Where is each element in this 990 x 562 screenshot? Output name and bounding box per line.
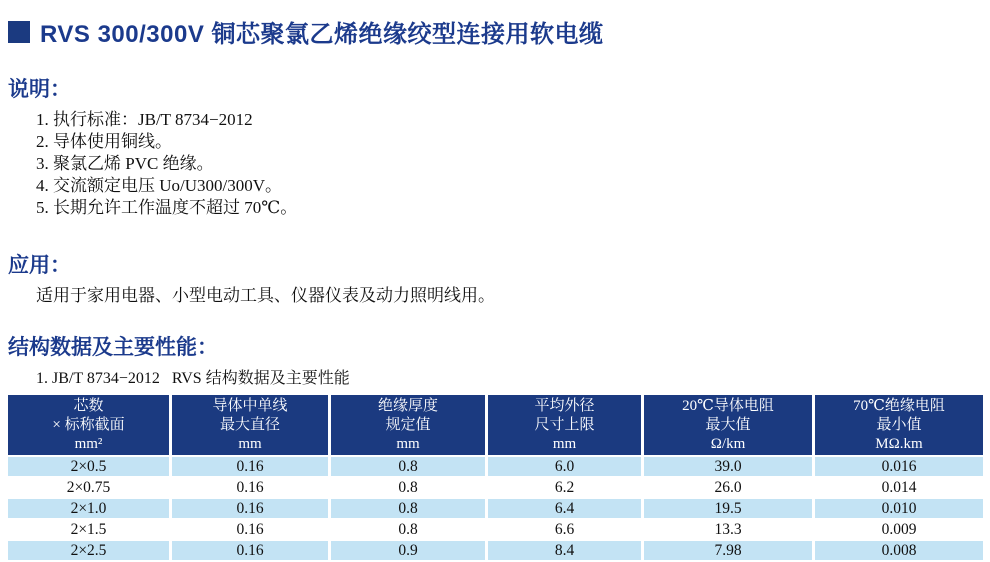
spec-table-header-cell (172, 395, 328, 455)
spec-table-header-cell (644, 395, 812, 455)
table-row (8, 457, 983, 476)
header-line: 规定值 (385, 416, 431, 433)
section-heading-structure: 结构数据及主要性能： (8, 336, 218, 359)
table-row (8, 520, 983, 539)
spec-table-header-cell (488, 395, 641, 455)
page-title: RVS 300/300V 铜芯聚氯乙烯绝缘绞型连接用软电缆 (40, 21, 604, 48)
description-list-item: 3. 聚氯乙烯 PVC 绝缘。 (36, 154, 214, 173)
description-list (0, 109, 990, 219)
spec-table-header-cell (331, 395, 485, 455)
header-line: mm² (74, 435, 103, 452)
spec-table-body (8, 457, 983, 560)
table-cell: 6.6 (488, 520, 641, 539)
table-cell: 19.5 (644, 499, 812, 518)
table-cell: 6.0 (488, 457, 641, 476)
spec-table-caption: 1. JB/T 8734−2012 RVS 结构数据及主要性能 (36, 370, 350, 387)
table-cell: 0.8 (331, 499, 485, 518)
header-line: mm (552, 435, 577, 452)
header-line: Ω/km (710, 435, 746, 452)
header-line: 最大直径 (219, 416, 280, 433)
table-cell: 2×0.75 (8, 478, 169, 497)
table-cell: 0.16 (172, 457, 328, 476)
table-cell: 0.9 (331, 541, 485, 560)
spec-table-header-row (8, 395, 983, 455)
table-row (8, 541, 983, 560)
spec-table-header-cell (8, 395, 169, 455)
application-text: 适用于家用电器、小型电动工具、仪器仪表及动力照明线用。 (36, 286, 495, 305)
header-line: 绝缘厚度 (377, 397, 438, 414)
spec-table-header-cell (815, 395, 983, 455)
header-line: 尺寸上限 (534, 416, 595, 433)
spec-table-header (8, 395, 983, 455)
spec-table (5, 393, 986, 562)
table-cell: 6.2 (488, 478, 641, 497)
table-cell: 2×2.5 (8, 541, 169, 560)
header-line: 最小值 (876, 416, 922, 433)
table-cell: 0.009 (815, 520, 983, 539)
table-row (8, 478, 983, 497)
table-row (8, 499, 983, 518)
table-cell: 2×1.5 (8, 520, 169, 539)
table-cell: 6.4 (488, 499, 641, 518)
header-line: MΩ.km (875, 435, 923, 452)
section-heading-application: 应用： (8, 254, 71, 277)
table-cell: 8.4 (488, 541, 641, 560)
table-cell: 0.16 (172, 478, 328, 497)
table-cell: 0.16 (172, 541, 328, 560)
header-line: 70℃绝缘电阻 (853, 397, 945, 414)
table-cell: 0.8 (331, 520, 485, 539)
header-line: 芯数 (73, 397, 104, 414)
table-cell: 0.16 (172, 499, 328, 518)
table-cell: 7.98 (644, 541, 812, 560)
header-line: mm (238, 435, 262, 452)
table-cell: 26.0 (644, 478, 812, 497)
table-cell: 2×1.0 (8, 499, 169, 518)
title-bullet-square-icon (8, 21, 30, 43)
table-cell: 13.3 (644, 520, 812, 539)
table-cell: 0.008 (815, 541, 983, 560)
table-cell: 0.010 (815, 499, 983, 518)
header-line: 平均外径 (534, 397, 595, 414)
table-cell: 39.0 (644, 457, 812, 476)
header-line: 20℃导体电阻 (682, 397, 774, 414)
header-line: 导体中单线 (212, 397, 288, 414)
header-line: mm (396, 435, 420, 452)
table-cell: 0.014 (815, 478, 983, 497)
table-cell: 2×0.5 (8, 457, 169, 476)
page-title-row (0, 0, 990, 49)
table-cell: 0.8 (331, 478, 485, 497)
header-line: × 标称截面 (52, 416, 125, 433)
section-heading-description: 说明： (8, 78, 71, 101)
description-list-item: 1. 执行标准：JB/T 8734−2012 (36, 110, 253, 129)
table-cell: 0.016 (815, 457, 983, 476)
description-list-item: 5. 长期允许工作温度不超过 70℃。 (36, 198, 298, 217)
header-line: 最大值 (705, 416, 751, 433)
description-list-item: 4. 交流额定电压 Uo/U300/300V。 (36, 176, 283, 195)
table-cell: 0.8 (331, 457, 485, 476)
table-cell: 0.16 (172, 520, 328, 539)
description-list-item: 2. 导体使用铜线。 (36, 132, 172, 151)
